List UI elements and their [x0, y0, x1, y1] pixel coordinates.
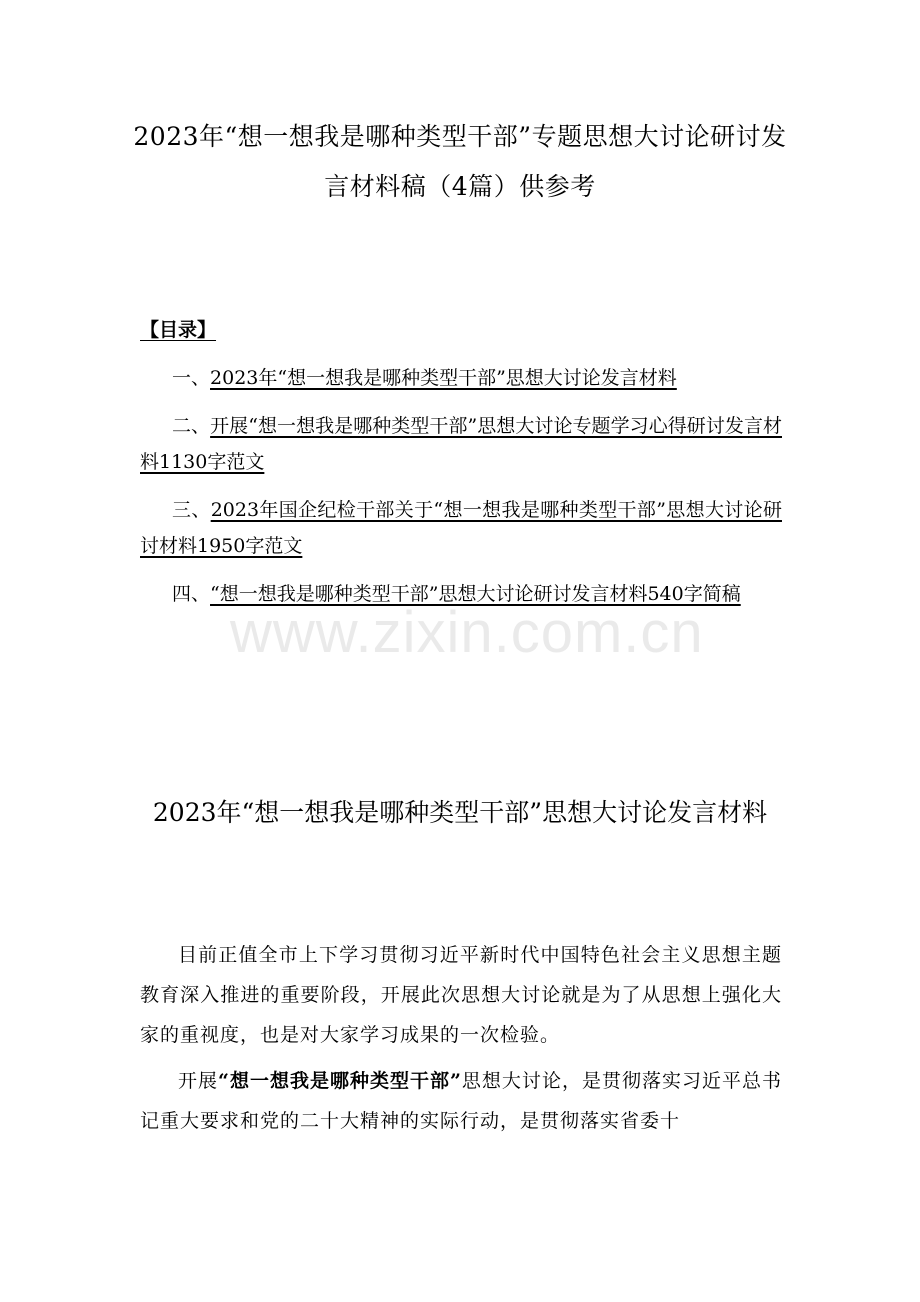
toc-item-number: 一、	[172, 367, 211, 389]
paragraph	[140, 935, 782, 1055]
toc-link[interactable]: “想一想我是哪种类型干部”思想大讨论研讨发言材料540字简稿	[210, 583, 741, 605]
paragraph-text: 目前正值全市上下学习贯彻习近平新时代中国特色社会主义思想主题教育深入推进的重要阶段，开展此次思想大讨论就是为了从思想上强化大家的重视度，也是对大家学习成果的一次检验。	[140, 944, 782, 1046]
toc-item-number: 二、	[172, 415, 211, 437]
watermark: www.zixin.com.cn	[230, 600, 704, 665]
toc-link[interactable]: 2023年国企纪检干部关于“想一想我是哪种类型干部”思想大讨论研讨材料1950字范文	[140, 499, 782, 557]
paragraph-text: 开展	[178, 1070, 219, 1092]
paragraph	[140, 1061, 782, 1141]
paragraph-bold-text: “想一想我是哪种类型干部”	[218, 1070, 462, 1092]
toc-item-number: 四、	[172, 583, 211, 605]
toc-item-2[interactable]	[140, 408, 782, 480]
table-of-contents	[140, 360, 782, 624]
document-title: 2023年“想一想我是哪种类型干部”专题思想大讨论研讨发言材料稿（4篇）供参考	[133, 122, 787, 201]
toc-link[interactable]: 开展“想一想我是哪种类型干部”思想大讨论专题学习心得研讨发言材料1130字范文	[140, 415, 782, 473]
toc-link[interactable]: 2023年“想一想我是哪种类型干部”思想大讨论发言材料	[210, 367, 677, 389]
toc-item-3[interactable]	[140, 492, 782, 564]
paragraph-text: 思想大讨论，是贯彻落实习近平总书记重大要求和党的二十大精神的实际行动，是贯彻落实省委十	[140, 1070, 782, 1132]
section-title: 2023年“想一想我是哪种类型干部”思想大讨论发言材料	[152, 798, 768, 827]
toc-item-number: 三、	[172, 499, 211, 521]
body-text	[140, 935, 782, 1147]
toc-item-1[interactable]	[140, 360, 782, 396]
toc-heading: 【目录】	[140, 319, 217, 341]
toc-item-4[interactable]	[140, 576, 782, 612]
